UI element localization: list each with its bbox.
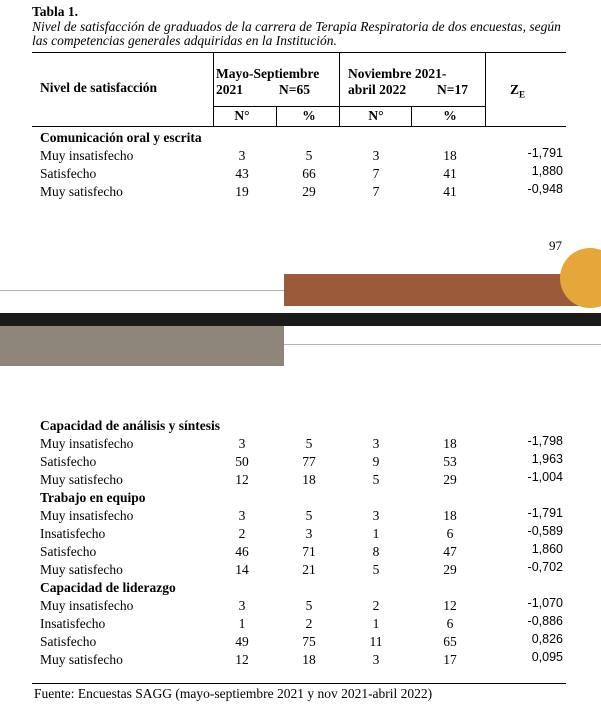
header-sub-rule: [213, 106, 485, 107]
row-n1: 1: [238, 616, 246, 631]
row-label: Muy satisfecho: [40, 652, 123, 667]
gray-band: [0, 326, 284, 366]
row-n2: 7: [372, 166, 380, 181]
row-n1: 50: [235, 454, 249, 469]
row-n1: 3: [238, 148, 246, 163]
row-p1: 18: [302, 472, 316, 487]
row-p1: 5: [305, 508, 313, 523]
row-p2: 53: [443, 454, 457, 469]
row-p2: 18: [443, 148, 457, 163]
row-z: -1,798: [527, 434, 563, 448]
header-divider-4: [276, 106, 277, 126]
row-label: Muy satisfecho: [40, 472, 123, 487]
thin-rule-left: [0, 290, 284, 291]
header-nivel: Nivel de satisfacción: [40, 80, 157, 95]
section-title: Capacidad de análisis y síntesis: [40, 418, 221, 433]
row-p2: 29: [443, 472, 457, 487]
row-p1: 66: [302, 166, 316, 181]
row-n1: 19: [235, 184, 249, 199]
row-n2: 2: [372, 598, 380, 613]
table-source-note: Fuente: Encuestas SAGG (mayo-septiembre 2021 y nov 2021-abril 2022): [34, 686, 433, 701]
row-p2: 18: [443, 508, 457, 523]
row-n2: 3: [372, 148, 380, 163]
header-divider-2: [339, 52, 340, 126]
row-p1: 2: [305, 616, 313, 631]
header-p2: %: [443, 108, 457, 123]
row-label: Satisfecho: [40, 454, 97, 469]
header-z: [510, 82, 525, 100]
row-p2: 6: [446, 616, 454, 631]
row-label: Muy insatisfecho: [40, 508, 134, 523]
row-n2: 8: [372, 544, 380, 559]
row-n2: 5: [372, 472, 380, 487]
header-n2: N°: [368, 108, 384, 123]
header-n1: N°: [234, 108, 250, 123]
row-z: -0,948: [527, 182, 563, 196]
row-p1: 77: [302, 454, 316, 469]
row-z: -1,791: [527, 146, 563, 160]
brown-band: [284, 274, 601, 306]
row-label: Insatisfecho: [40, 616, 106, 631]
row-z: 0,095: [531, 650, 563, 664]
section-title: Capacidad de liderazgo: [40, 580, 176, 595]
row-p1: 5: [305, 148, 313, 163]
row-n1: 3: [238, 436, 246, 451]
section-title: Trabajo en equipo: [40, 490, 146, 505]
row-z: -0,702: [527, 560, 563, 574]
row-p1: 21: [302, 562, 316, 577]
row-p1: 5: [305, 598, 313, 613]
row-z: -1,791: [527, 506, 563, 520]
header-bottom-rule: [32, 126, 566, 127]
header-z-subscript: E: [519, 89, 526, 100]
header-divider-5: [411, 106, 412, 126]
row-n1: 2: [238, 526, 246, 541]
row-z: 0,826: [531, 632, 563, 646]
header-period2-n: N=17: [437, 82, 468, 97]
row-p2: 41: [443, 166, 457, 181]
row-p2: 47: [443, 544, 457, 559]
row-p1: 5: [305, 436, 313, 451]
row-label: Muy insatisfecho: [40, 436, 134, 451]
section-title: Comunicación oral y escrita: [40, 130, 202, 145]
table-title: Tabla 1.: [32, 4, 79, 19]
row-label: Muy insatisfecho: [40, 148, 134, 163]
header-period1-line1: Mayo-Septiembre: [216, 66, 320, 81]
header-divider-3: [485, 52, 486, 126]
row-n2: 9: [372, 454, 380, 469]
row-z: -0,886: [527, 614, 563, 628]
black-band: [0, 313, 601, 326]
thin-rule-right: [284, 344, 601, 345]
row-n1: 49: [235, 634, 249, 649]
table-subtitle: Nivel de satisfacción de graduados de la carrera de Terapia Respiratoria de dos encuestas, según las competencias generales adquiridas en la Institución.: [32, 19, 561, 48]
row-n1: 12: [235, 652, 249, 667]
row-label: Insatisfecho: [40, 526, 106, 541]
row-p2: 29: [443, 562, 457, 577]
row-p2: 12: [443, 598, 457, 613]
row-n2: 5: [372, 562, 380, 577]
row-z: -0,589: [527, 524, 563, 538]
header-p1: %: [302, 108, 316, 123]
row-n2: 1: [372, 526, 380, 541]
row-z: 1,880: [531, 164, 563, 178]
row-p2: 18: [443, 436, 457, 451]
row-n2: 11: [369, 634, 383, 649]
row-n1: 12: [235, 472, 249, 487]
row-p2: 6: [446, 526, 454, 541]
row-p1: 71: [302, 544, 316, 559]
row-label: Muy satisfecho: [40, 184, 123, 199]
row-n1: 14: [235, 562, 249, 577]
row-p1: 3: [305, 526, 313, 541]
row-z: 1,860: [531, 542, 563, 556]
table-bottom-rule: [32, 683, 566, 684]
row-p1: 18: [302, 652, 316, 667]
row-p1: 75: [302, 634, 316, 649]
row-n1: 3: [238, 598, 246, 613]
header-period1-year: 2021: [216, 82, 243, 97]
row-p2: 65: [443, 634, 457, 649]
page-number: 97: [549, 238, 562, 253]
row-n2: 1: [372, 616, 380, 631]
header-period2-line1: Noviembre 2021-: [348, 66, 447, 81]
row-n1: 46: [235, 544, 249, 559]
row-p2: 17: [443, 652, 457, 667]
row-n2: 7: [372, 184, 380, 199]
header-period1-n: N=65: [279, 82, 310, 97]
header-period2-year: abril 2022: [348, 82, 407, 97]
row-label: Satisfecho: [40, 634, 97, 649]
row-label: Muy insatisfecho: [40, 598, 134, 613]
row-label: Satisfecho: [40, 544, 97, 559]
row-n1: 3: [238, 508, 246, 523]
row-label: Muy satisfecho: [40, 562, 123, 577]
row-label: Satisfecho: [40, 166, 97, 181]
row-n2: 3: [372, 652, 380, 667]
row-p1: 29: [302, 184, 316, 199]
row-p2: 41: [443, 184, 457, 199]
row-z: 1,963: [531, 452, 563, 466]
row-n2: 3: [372, 508, 380, 523]
row-z: -1,070: [527, 596, 563, 610]
header-z-letter: Z: [510, 82, 520, 97]
row-n2: 3: [372, 436, 380, 451]
row-z: -1,004: [527, 470, 563, 484]
row-n1: 43: [235, 166, 249, 181]
